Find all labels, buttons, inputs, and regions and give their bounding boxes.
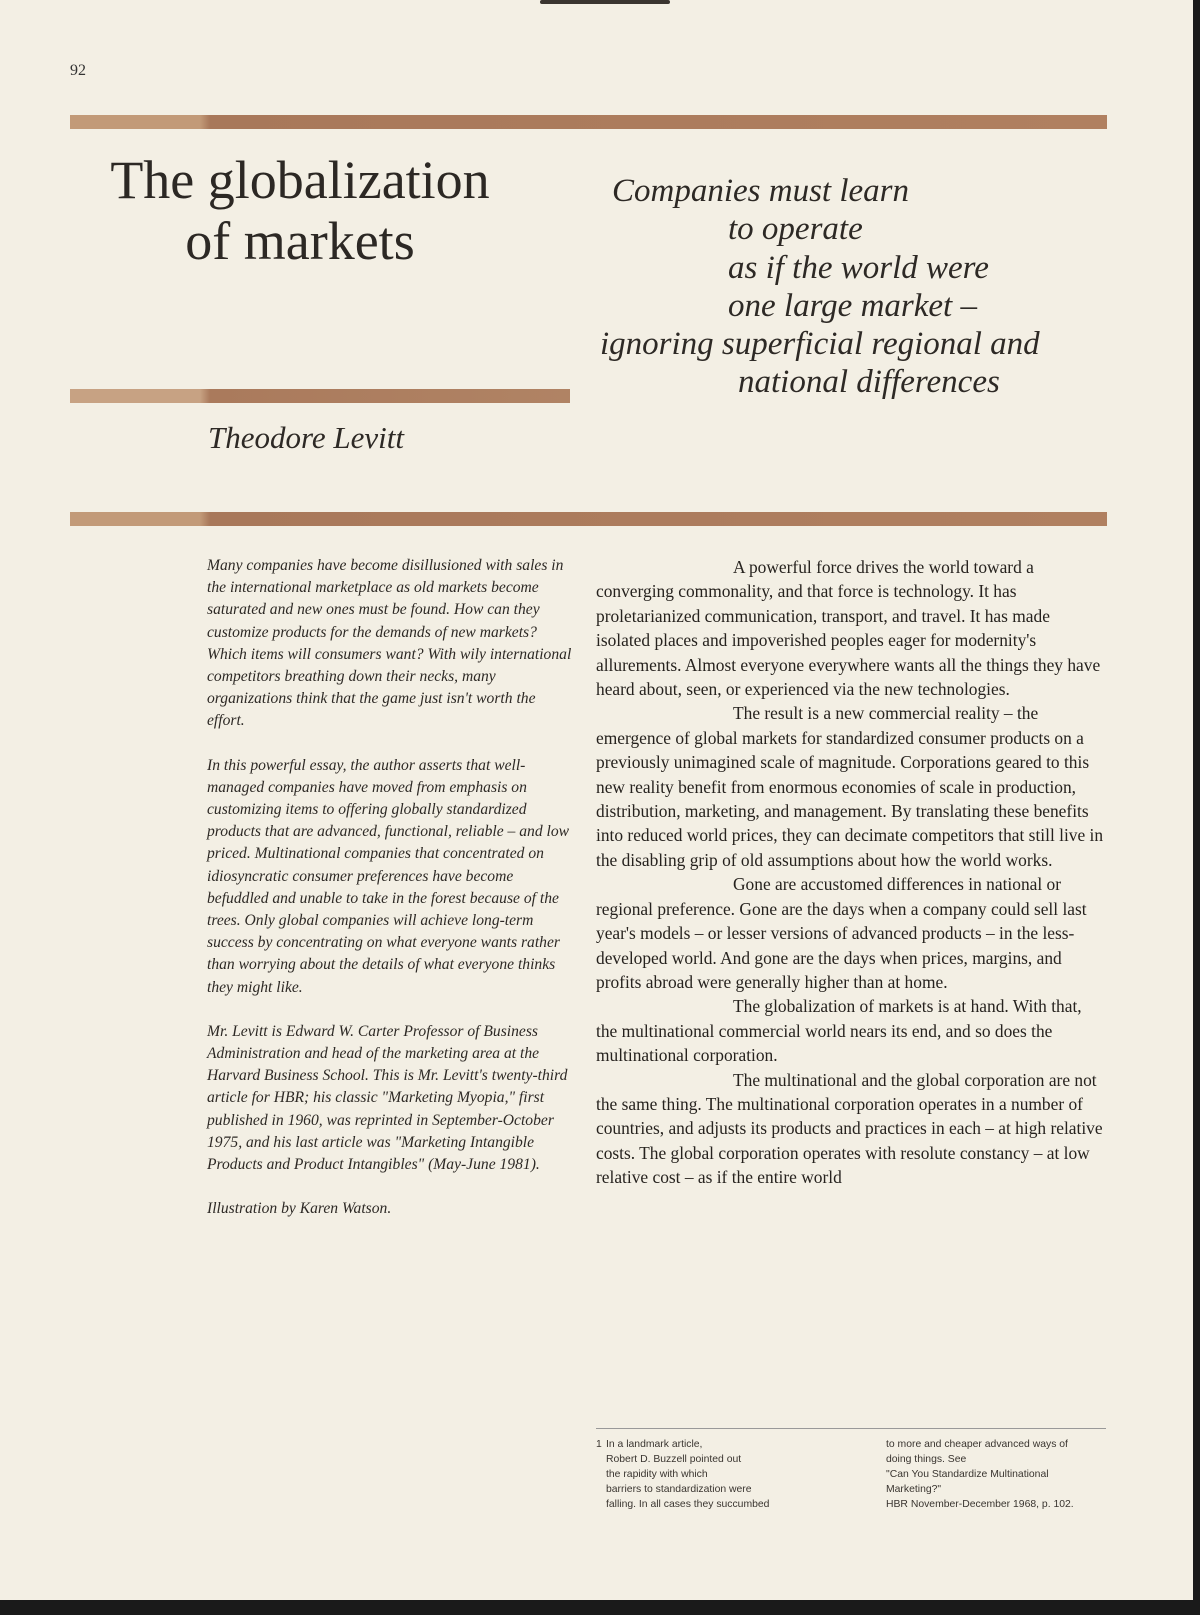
subtitle-line: national differences (738, 364, 1000, 401)
footnote-right-column (886, 1437, 1116, 1512)
footnote-line: In a landmark article, (606, 1439, 703, 1450)
body-paragraph: A powerful force drives the world toward a converging commonality, and that force is technology. It has proletarianized communication, transport, and travel. It has made isolated places and impoverished peoples eager for modernity's allurements. Almost everyone everywhere wants all the things they have heard about, seen, or experienced via the new technologies. (596, 557, 1101, 700)
article-title-line: of markets (185, 211, 415, 272)
footnote-line: barriers to standardization were (606, 1484, 752, 1495)
content-divider-rule (70, 512, 1107, 526)
subtitle-line: Companies must learn (612, 173, 909, 209)
footnote-line: Robert D. Buzzell pointed out (606, 1454, 742, 1465)
article-title (70, 150, 530, 272)
illustration-credit: Illustration by Karen Watson. (207, 1200, 392, 1218)
footnote-line: doing things. See (886, 1454, 967, 1465)
subtitle-line: one large market – (728, 287, 977, 324)
footnote-divider (596, 1428, 1106, 1429)
body-paragraph: Gone are accustomed differences in national or regional preference. Gone are the days when a company could sell last year's models – or lesser versions of advanced products – in the less-developed world. And gone are the days when prices, margins, and profits abroad were generally higher than at home. (596, 874, 1087, 992)
footnote-line: to more and cheaper advanced ways of (886, 1439, 1068, 1450)
article-title-line: The globalization (110, 150, 490, 210)
scan-artifact (540, 0, 670, 4)
page-number: 92 (70, 62, 86, 79)
author-bio: Mr. Levitt is Edward W. Carter Professor of Business Administration and head of the marketing area at the Harvard Business School. This is Mr. Levitt's twenty-third article for HBR; his classic "Marketing Myopia," first published in 1960, was reprinted in September-October 1975, and his last article was "Marketing Intangible Products and Product Intangibles" (May-June 1981). (207, 1022, 568, 1174)
article-subtitle (600, 172, 1120, 402)
body-paragraph: The globalization of markets is at hand. With that, the multinational commercial world nears its end, and so does the multinational corporation. (596, 996, 1082, 1066)
body-column (596, 555, 1106, 1190)
footnote-line: falling. In all cases they succumbed (606, 1499, 770, 1510)
author-name: Theodore Levitt (208, 420, 405, 455)
top-divider-rule (70, 115, 1107, 129)
abstract-column (207, 555, 573, 1242)
abstract-paragraph: In this powerful essay, the author asserts that well-managed companies have moved from emphasis on customizing items to offering globally standardized products that are advanced, functional, reliable – and low priced. Multinational companies that concentrated on idiosyncratic consumer preferences have become befuddled and unable to take in the forest because of the trees. Only global companies will achieve long-term success by concentrating on what everyone wants rather than worrying about the details of what everyone thinks they might like. (207, 756, 570, 996)
footnote-line: HBR November-December 1968, p. 102. (886, 1499, 1074, 1510)
subtitle-line: as if the world were (728, 249, 989, 286)
author-divider-rule (70, 389, 570, 403)
body-paragraph: The result is a new commercial reality – the emergence of global markets for standardized consumer products on a previously unimagined scale of magnitude. Corporations geared to this new reality benefit from enormous economies of scale in production, distribution, marketing, and management. By translating these benefits into reduced world prices, they can decimate competitors that still live in the disabling grip of old assumptions about how the world works. (596, 703, 1104, 870)
body-paragraph: The multinational and the global corporation are not the same thing. The multinational corporation operates in a number of countries, and adjusts its products and practices in each – at high relative costs. The global corporation operates with resolute constancy – at low relative cost – as if the entire world (596, 1069, 1103, 1188)
subtitle-line: to operate (728, 211, 863, 248)
footnote-number: 1 (596, 1439, 602, 1450)
footnote-line: "Can You Standardize Multinational (886, 1469, 1049, 1480)
abstract-paragraph: Many companies have become disillusioned with sales in the international marketplace as old markets become saturated and new ones must be found. How can they customize products for the demands of new markets? Which items will consumers want? With wily international competitors breathing down their necks, many organizations think that the game just isn't worth the effort. (207, 557, 572, 730)
subtitle-line: ignoring superficial regional and (600, 326, 1040, 363)
footnote-line: Marketing?" (886, 1484, 942, 1495)
footnote-line: the rapidity with which (606, 1469, 708, 1480)
